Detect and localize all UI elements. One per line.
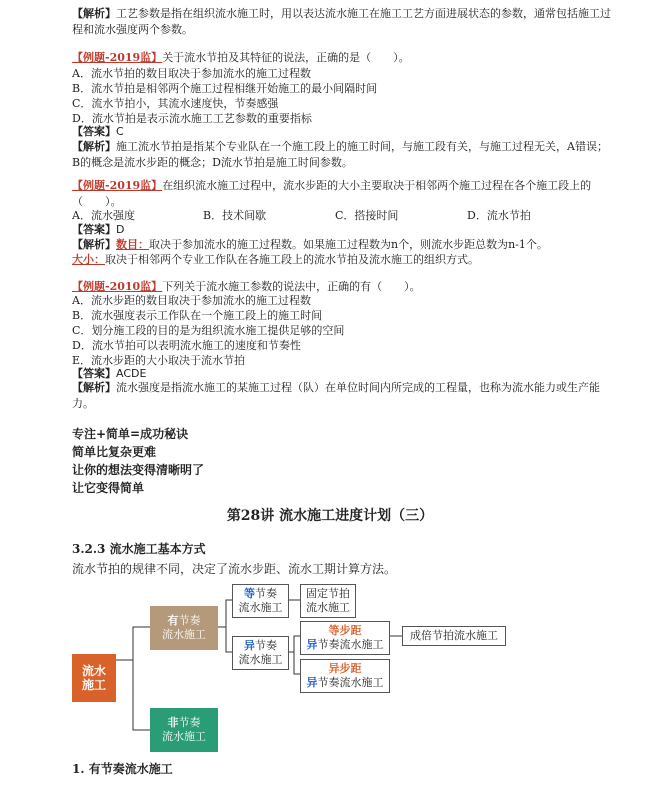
answer-value: C bbox=[116, 125, 124, 138]
explain-text: 流水强度是指流水施工的某施工过程（队）在单位时间内所完成的工程量，也称为流水能力或生产能力。 bbox=[72, 381, 600, 410]
equal-rest: 节奏 bbox=[255, 587, 277, 600]
question-text: 关于流水节拍及其特征的说法，正确的是（ ）。 bbox=[162, 51, 410, 64]
q3-option-a: A．流水步距的数目取决于参加流水的施工过程数 bbox=[72, 294, 311, 307]
question-tag: 【例题-2019监】 bbox=[72, 179, 163, 192]
equal-rhythm-box bbox=[232, 584, 289, 618]
non-rhythmic-line-2: 流水施工 bbox=[162, 730, 206, 743]
section-description: 流水节拍的规律不同，决定了流水步距、流水工期计算方法。 bbox=[72, 562, 397, 576]
non-rhythmic-box bbox=[150, 708, 218, 752]
unequal-rhythm-box bbox=[232, 636, 289, 670]
motto-line-3: 让你的想法变得清晰明了 bbox=[72, 463, 205, 477]
rhythmic-key: 有 bbox=[167, 614, 179, 627]
lecture-title: 第28讲 流水施工进度计划（三） bbox=[226, 508, 434, 524]
key-term: 数目： bbox=[116, 238, 149, 251]
question-tag: 【例题-2010监】 bbox=[72, 280, 163, 293]
fixed-beat-box bbox=[300, 584, 356, 618]
explain-text: 施工流水节拍是指某个专业队在一个施工段上的施工时间，与施工段有关，与施工过程无关，A错误；B的概念是流水步距的概念；D流水节拍是施工时间参数。 bbox=[72, 140, 608, 169]
section-heading: 3.2.3 流水施工基本方式 bbox=[72, 542, 206, 556]
q2-option-d: D．流水节拍 bbox=[467, 209, 531, 222]
answer-tag: 【答案】 bbox=[72, 125, 116, 138]
unequal-line-1 bbox=[244, 639, 277, 653]
answer-value: D bbox=[116, 223, 125, 236]
answer-tag: 【答案】 bbox=[72, 223, 116, 236]
non-rhythmic-rest: 节奏 bbox=[178, 716, 201, 729]
unequal-line-2: 流水施工 bbox=[238, 653, 283, 666]
unequal-rest: 节奏 bbox=[255, 639, 277, 652]
q2-option-a: A．流水强度 bbox=[72, 209, 135, 222]
connector-root-nonrhythmic bbox=[133, 660, 150, 730]
connector-unequal-equalstep bbox=[289, 636, 300, 652]
explain-tag: 【解析】 bbox=[72, 381, 116, 394]
root-box bbox=[72, 654, 116, 702]
q1-option-c: C．流水节拍小，其流水速度快，节奏感强 bbox=[72, 97, 279, 110]
q1-option-b: B．流水节拍是相邻两个施工过程相继开始施工的最小间隔时间 bbox=[72, 82, 378, 95]
equal-key: 等 bbox=[244, 587, 255, 600]
equal-step-rest: 节奏流水施工 bbox=[317, 638, 384, 651]
fixed-line-1: 固定节拍 bbox=[306, 587, 350, 600]
unequal-step-label: 异步距 bbox=[328, 662, 362, 675]
equal-line-2: 流水施工 bbox=[238, 601, 283, 614]
rhythmic-line-2: 流水施工 bbox=[162, 628, 206, 641]
q3-option-d: D．流水节拍可以表明流水施工的速度和节奏性 bbox=[72, 339, 301, 352]
explain-text: 取决于参加流水的施工过程数。如果施工过程数为n个，则流水步距总数为n-1个。 bbox=[149, 238, 548, 251]
non-rhythmic-line-1 bbox=[168, 716, 201, 730]
equal-step-box bbox=[300, 621, 390, 655]
key-term: 大小： bbox=[72, 253, 105, 266]
unequal-step-line-2 bbox=[307, 676, 384, 690]
non-rhythmic-key: 非 bbox=[167, 716, 179, 729]
rhythmic-line-1 bbox=[168, 614, 201, 628]
motto-line-2: 简单比复杂更难 bbox=[72, 445, 157, 459]
equal-step-label: 等步距 bbox=[328, 624, 362, 637]
equal-line-1 bbox=[244, 587, 277, 601]
connector-rhythmic-equal bbox=[218, 600, 232, 627]
motto-line-4: 让它变得简单 bbox=[72, 481, 145, 495]
question-text: 下列关于流水施工参数的说法中，正确的有（ ）。 bbox=[162, 280, 421, 293]
q3-option-b: B．流水强度表示工作队在一个施工段上的施工时间 bbox=[72, 309, 323, 322]
q2-option-b: B．技术间歇 bbox=[203, 209, 267, 222]
q3-option-c: C．划分施工段的目的是为组织流水施工提供足够的空间 bbox=[72, 324, 345, 337]
explain-tag: 【解析】 bbox=[72, 140, 116, 153]
root-line-1: 流水 bbox=[81, 664, 106, 678]
explain-text: 工艺参数是指在组织流水施工时，用以表达流水施工在施工工艺方面进展状态的参数，通常包括施工过程和流水强度两个参数。 bbox=[72, 7, 611, 36]
equal-step-key: 异 bbox=[306, 638, 318, 651]
subheading: 1. 有节奏流水施工 bbox=[72, 762, 173, 776]
q3-option-e: E．流水步距的大小取决于流水节拍 bbox=[72, 354, 246, 367]
q2-option-c: C．搭接时间 bbox=[335, 209, 399, 222]
unequal-step-box bbox=[300, 659, 390, 693]
question-tag: 【例题-2019监】 bbox=[72, 51, 163, 64]
multiple-beat-box: 成倍节拍流水施工 bbox=[402, 626, 506, 646]
fixed-line-2: 流水施工 bbox=[306, 601, 350, 614]
rhythmic-rest: 节奏 bbox=[178, 614, 201, 627]
rhythmic-box bbox=[150, 606, 218, 650]
explain-text: 取决于相邻两个专业工作队在各施工段上的流水节拍及流水施工的组织方式。 bbox=[105, 253, 479, 266]
connector-root-rhythmic bbox=[116, 627, 150, 660]
motto-line-1: 专注+简单=成功秘诀 bbox=[72, 427, 189, 441]
explain-tag: 【解析】 bbox=[72, 7, 116, 20]
answer-tag: 【答案】 bbox=[72, 367, 116, 380]
answer-value: ACDE bbox=[116, 367, 147, 380]
q1-option-a: A．流水节拍的数目取决于参加流水的施工过程数 bbox=[72, 67, 311, 80]
explain-tag: 【解析】 bbox=[72, 238, 116, 251]
root-line-2: 施工 bbox=[81, 678, 106, 692]
unequal-step-rest: 节奏流水施工 bbox=[317, 676, 384, 689]
unequal-key: 异 bbox=[244, 639, 255, 652]
q1-option-d: D．流水节拍是表示流水施工工艺参数的重要指标 bbox=[72, 112, 312, 125]
unequal-step-key: 异 bbox=[306, 676, 318, 689]
equal-step-line-2 bbox=[307, 638, 384, 652]
question-text: 在组织流水施工过程中，流水步距的大小主要取决于相邻两个施工过程在各个施工段上的（ ）。 bbox=[72, 179, 592, 208]
